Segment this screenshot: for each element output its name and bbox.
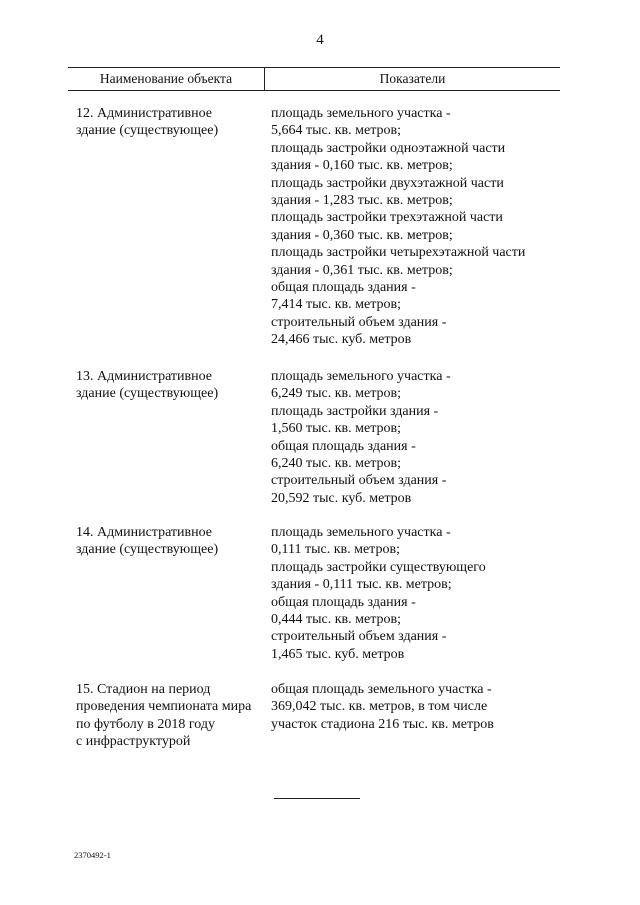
- indicator-line: 5,664 тыс. кв. метров;: [271, 123, 402, 139]
- indicator-line: площадь застройки трехэтажной части: [271, 210, 503, 226]
- indicator-line: площадь застройки четырехэтажной части: [271, 245, 526, 261]
- indicator-line: 20,592 тыс. куб. метров: [271, 490, 412, 506]
- object-name-line: 13. Административное: [76, 369, 213, 384]
- indicator-line: площадь застройки существующего: [271, 559, 486, 575]
- object-name-line: здание (существующее): [76, 386, 219, 402]
- indicator-line: 0,444 тыс. кв. метров;: [271, 612, 402, 628]
- indicator-line: 7,414 тыс. кв. метров;: [271, 297, 402, 313]
- document-code: 2370492-1: [74, 850, 111, 860]
- indicator-line: площадь застройки одноэтажной части: [271, 140, 506, 156]
- object-name: [76, 368, 266, 403]
- indicator-line: площадь застройки двухэтажной части: [271, 175, 504, 191]
- indicator-line: общая площадь здания -: [271, 594, 416, 610]
- indicator-line: 24,466 тыс. куб. метров: [271, 332, 412, 348]
- object-name: [76, 524, 266, 559]
- indicator-line: здания - 0,361 тыс. кв. метров;: [271, 262, 453, 278]
- table-header: [68, 67, 560, 91]
- object-name-line: по футболу в 2018 году: [76, 716, 215, 732]
- object-name-line: 12. Административное: [76, 106, 213, 121]
- object-name-line: 14. Административное: [76, 525, 213, 540]
- page-number: 4: [316, 32, 324, 48]
- indicator-line: 1,465 тыс. куб. метров: [271, 646, 405, 662]
- indicator-line: площадь земельного участка -: [271, 369, 451, 384]
- indicator-line: здания - 0,111 тыс. кв. метров;: [271, 577, 452, 593]
- object-name-line: с инфраструктурой: [76, 734, 191, 750]
- column-header-object-name: Наименование объекта: [99, 71, 233, 86]
- indicator-line: общая площадь здания -: [271, 280, 416, 296]
- indicator-line: 0,111 тыс. кв. метров;: [271, 542, 400, 558]
- indicator-line: здания - 1,283 тыс. кв. метров;: [271, 193, 453, 209]
- indicator-line: общая площадь здания -: [271, 438, 416, 454]
- indicator-line: 6,249 тыс. кв. метров;: [271, 386, 402, 402]
- object-indicators: [271, 524, 561, 663]
- indicator-line: строительный объем здания -: [271, 314, 447, 330]
- object-name-line: здание (существующее): [76, 123, 219, 139]
- indicator-line: здания - 0,160 тыс. кв. метров;: [271, 158, 453, 174]
- indicator-line: общая площадь земельного участка -: [271, 682, 492, 697]
- end-rule: [274, 798, 360, 799]
- object-name: [76, 681, 266, 751]
- object-name-line: здание (существующее): [76, 542, 219, 558]
- indicator-line: строительный объем здания -: [271, 473, 447, 489]
- indicator-line: здания - 0,360 тыс. кв. метров;: [271, 227, 453, 243]
- indicator-line: 6,240 тыс. кв. метров;: [271, 456, 402, 472]
- object-indicators: [271, 368, 561, 507]
- object-indicators: [271, 105, 561, 349]
- object-name: [76, 105, 266, 140]
- column-header-indicators: Показатели: [379, 71, 446, 86]
- indicator-line: площадь земельного участка -: [271, 525, 451, 540]
- object-name-line: 15. Стадион на период: [76, 682, 211, 697]
- indicator-line: участок стадиона 216 тыс. кв. метров: [271, 716, 494, 732]
- indicator-line: строительный объем здания -: [271, 629, 447, 645]
- indicator-line: площадь застройки здания -: [271, 403, 439, 419]
- object-name-line: проведения чемпионата мира: [76, 699, 252, 715]
- indicator-line: 369,042 тыс. кв. метров, в том числе: [271, 699, 488, 715]
- indicator-line: площадь земельного участка -: [271, 106, 451, 121]
- indicator-line: 1,560 тыс. кв. метров;: [271, 421, 402, 437]
- object-indicators: [271, 681, 561, 733]
